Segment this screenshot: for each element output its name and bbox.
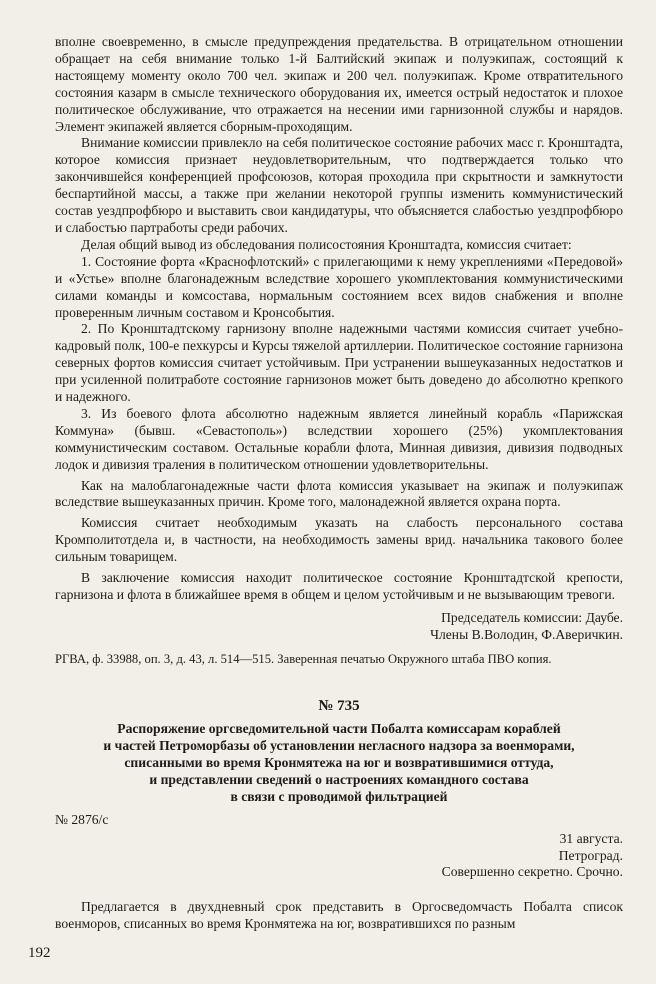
reference-number: № 2876/с <box>55 811 109 827</box>
signature-block <box>55 610 623 644</box>
document-title <box>55 721 623 806</box>
signature-chair: Председатель комиссии: Даубе. <box>441 609 623 625</box>
paragraph: Внимание комиссии привлекло на себя политическое состояние рабочих масс г. Кронштадта, которое комиссия признает неудовлетворительным, что подтверждается только что закончившейся конференцией профсоюзов, которая проходила при скрытности и замкнутости беспартийной массы, а также при желании некоторой группы изменить коммунистический состав уездпрофбюро и выставить свои кандидатуры, что объясняется слабостью уездпрофбюро и слабостью партработы среди рабочих. <box>55 135 623 235</box>
list-item: 3. Из боевого флота абсолютно надежным является линейный корабль «Парижская Коммуна» (бывш. «Севастополь») вследствии хорошего (25%) укомплектования коммунистическим составом. Остальные корабли флота, Минная дивизия, дивизия подводных лодок и дивизия траления в политическом отношении удовлетворительны. <box>55 405 623 472</box>
signature-members: Члены В.Володин, Ф.Аверичкин. <box>430 626 623 642</box>
title-line: списанными во время Кронмятежа на юг и возвратившимися оттуда, <box>124 755 554 771</box>
title-line: в связи с проводимой фильтрацией <box>230 788 448 804</box>
paragraph: Делая общий вывод из обследования полисостояния Кронштадта, комиссия считает: <box>81 236 572 252</box>
list-item: 2. По Кронштадтскому гарнизону вполне надежными частями комиссия считает учебно-кадровый полк, 100-е пехкурсы и Курсы тяжелой артиллерии. Политическое состояние гарнизона северных фортов комиссия считает устойчивым. При устранении вышеуказанных недостатков и при усиленной политработе состояние гарнизонов может быть доведено до абсолютно крепкого и надежного. <box>55 321 623 405</box>
title-line: Распоряжение оргсведомительной части Побалта комиссарам кораблей <box>117 721 561 737</box>
paragraph: Как на малоблагонадежные части флота комиссия указывает на экипаж и полуэкипаж вследствие вышеуказанных причин. Кроме того, малонадежной является охрана порта. <box>55 477 623 510</box>
list-item: 1. Состояние форта «Краснофлотский» с прилегающими к нему укреплениями «Передовой» и «Устье» вполне благонадежным вследствие хорошего укомплектования коммунистическими силами команды и комсостава, нормальным состоянием всех видов снабжения и вполне проверенным личным составом и Кронсобытия. <box>55 253 623 320</box>
document-date: 31 августа. <box>559 830 623 846</box>
title-line: и частей Петроморбазы об установлении негласного надзора за военморами, <box>103 738 575 754</box>
paragraph: В заключение комиссия находит политическое состояние Кронштадтской крепости, гарнизона и флота в ближайшее время в общем и целом устойчивым и не вызывающим тревоги. <box>55 570 623 602</box>
document-place: Петроград. <box>558 847 623 863</box>
paragraph: вполне своевременно, в смысле предупреждения предательства. В отрицательном отношении обращает на себя внимание только 1-й Балтийский экипаж и полуэкипаж, состоящий к настоящему моменту около 700 чел. экипаж и 200 чел. полуэкипаж. Кроме отвратительного состояния казарм в смысле технического оборудования их, имеется острый недостаток и плохое политическое обслуживание, что отражается на несении ими гарнизонной службы и нарядов. Элемент экипажей является сборным-проходящим. <box>55 34 623 134</box>
paragraph: Комиссия считает необходимым указать на слабость персонального состава Кромполитотдела и, в частности, на необходимость замены врид. начальника такового более сильным товарищем. <box>55 515 623 565</box>
paragraph: Предлагается в двухдневный срок представить в Оргосведомчасть Побалта список военморов, списанных во время Кронмятежа на юг, возвратившихся по разным <box>55 899 623 932</box>
document-page <box>55 34 623 933</box>
page-number: 192 <box>28 945 51 961</box>
title-line: и представлении сведений о настроениях командного состава <box>149 771 529 787</box>
date-place-block <box>55 831 623 882</box>
document-number: № 735 <box>318 698 360 715</box>
archive-source: РГВА, ф. 33988, оп. 3, д. 43, л. 514—515. Заверенная печатью Окружного штаба ПВО копия. <box>55 651 552 666</box>
classification-label: Совершенно секретно. Срочно. <box>441 864 623 880</box>
